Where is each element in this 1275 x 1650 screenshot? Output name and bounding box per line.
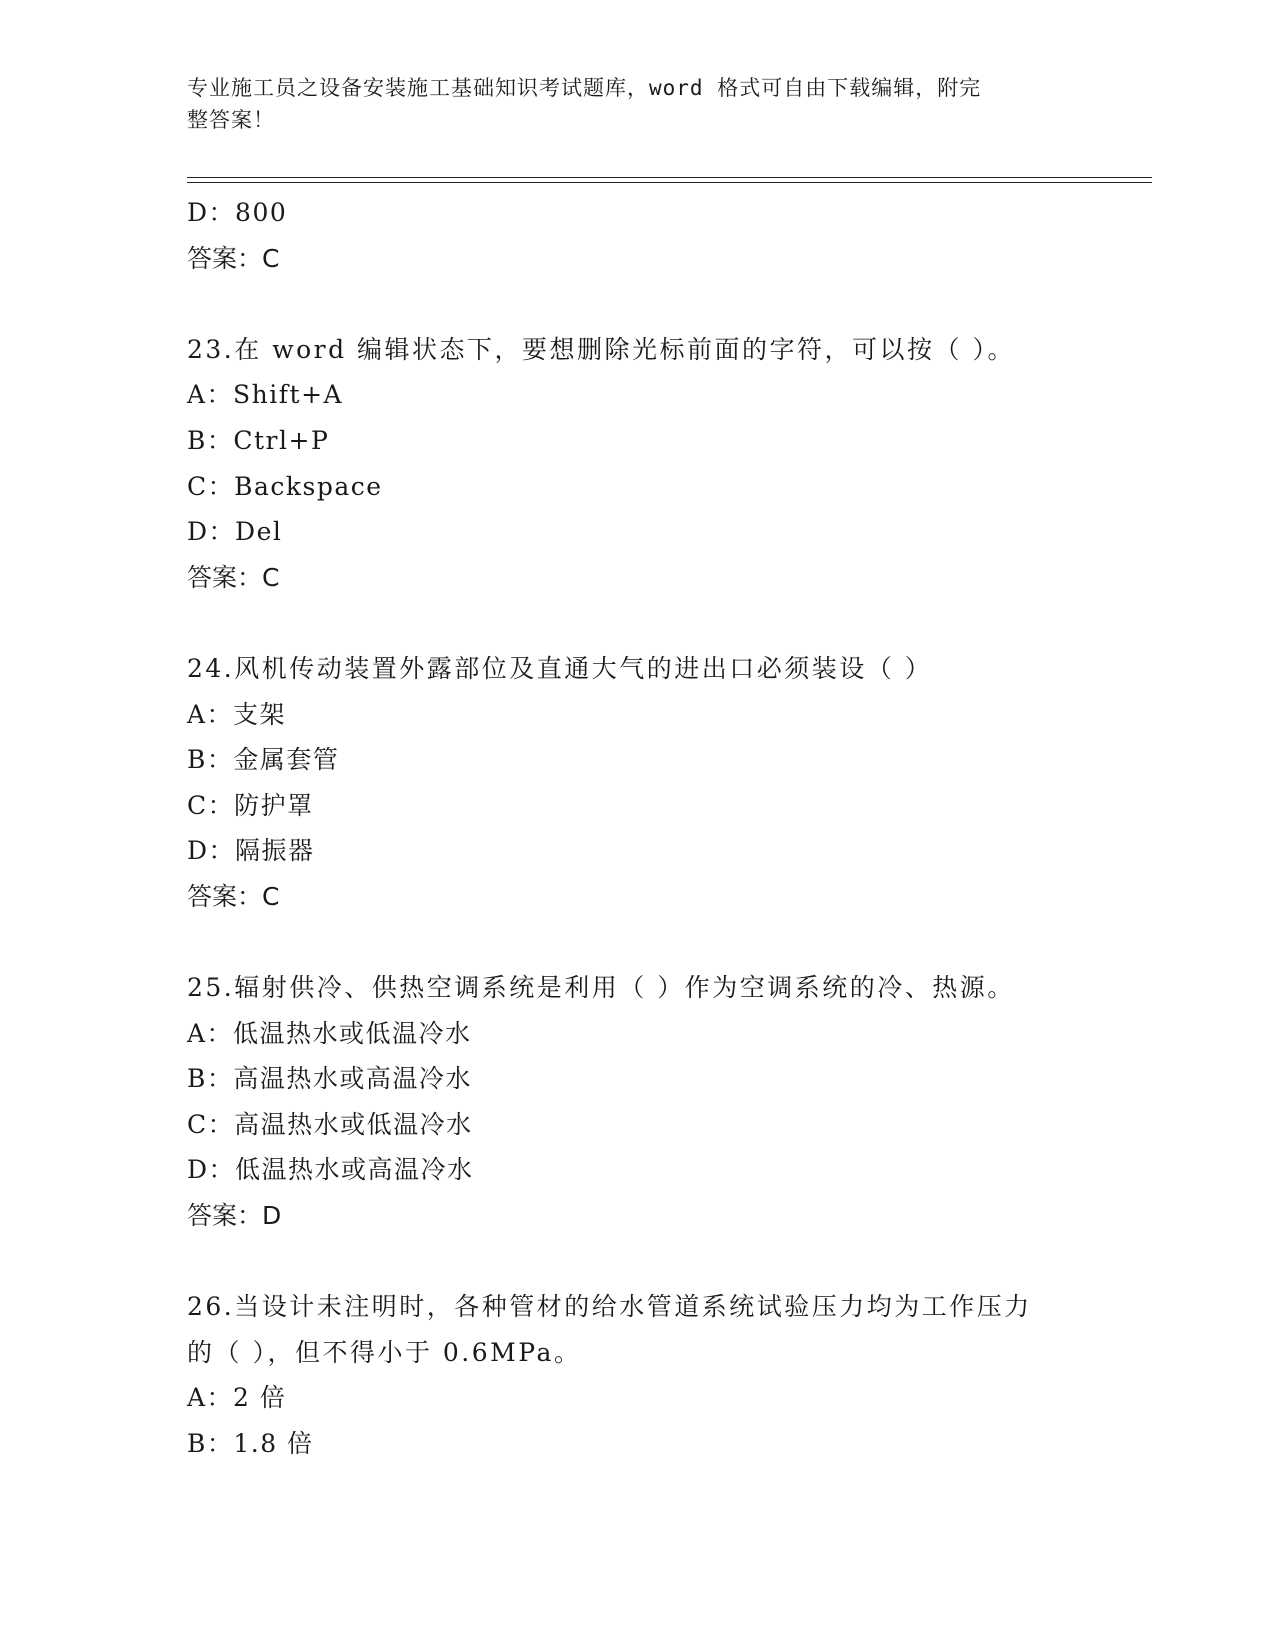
question-stem: 23.在 word 编辑状态下，要想删除光标前面的字符，可以按（ ）。 [187,334,1016,364]
option-d: D：隔振器 [187,836,315,866]
question-block [187,1284,1152,1466]
answer-line: 答案：C [187,562,280,592]
question-block [187,646,1152,920]
option-b: B：1.8 倍 [187,1429,314,1459]
header-title-line-2: 整答案！ [187,108,275,132]
document-header [187,72,1067,136]
spacer [187,281,1152,327]
spacer [187,920,1152,966]
spacer [187,600,1152,646]
question-stem-line-1: 26.当设计未注明时，各种管材的给水管道系统试验压力均为工作压力 [187,1292,1032,1322]
option-a: A：Shift+A [187,380,344,410]
header-divider-bottom [187,182,1152,183]
spacer [187,1239,1152,1285]
option-b: B：高温热水或高温冷水 [187,1064,472,1094]
question-stem: 24.风机传动装置外露部位及直通大气的进出口必须装设（ ） [187,653,933,683]
answer-line: 答案：C [187,243,280,273]
option-c: C：Backspace [187,471,383,501]
option-c: C：防护罩 [187,790,314,820]
question-stem: 25.辐射供冷、供热空调系统是利用（ ）作为空调系统的冷、热源。 [187,973,1015,1003]
option-d: D：低温热水或高温冷水 [187,1155,474,1185]
option-a: A：低温热水或低温冷水 [187,1018,472,1048]
option-c: C：高温热水或低温冷水 [187,1109,473,1139]
option-b: B：金属套管 [187,745,340,775]
option-a: A：2 倍 [187,1383,287,1413]
option-b: B：Ctrl+P [187,425,330,455]
header-divider-top [187,177,1152,178]
question-block [187,327,1152,601]
option-a: A：支架 [187,699,287,729]
question-block [187,965,1152,1239]
answer-line: 答案：D [187,1201,282,1231]
option-d: D：Del [187,517,283,547]
header-title-line-1: 专业施工员之设备安装施工基础知识考试题库，word 格式可自由下载编辑，附完 [187,76,982,100]
document-body [187,190,1152,1467]
option-d: D：800 [187,198,288,227]
question-stem-line-2: 的（ ），但不得小于 0.6MPa。 [187,1337,582,1367]
answer-line: 答案：C [187,881,280,911]
